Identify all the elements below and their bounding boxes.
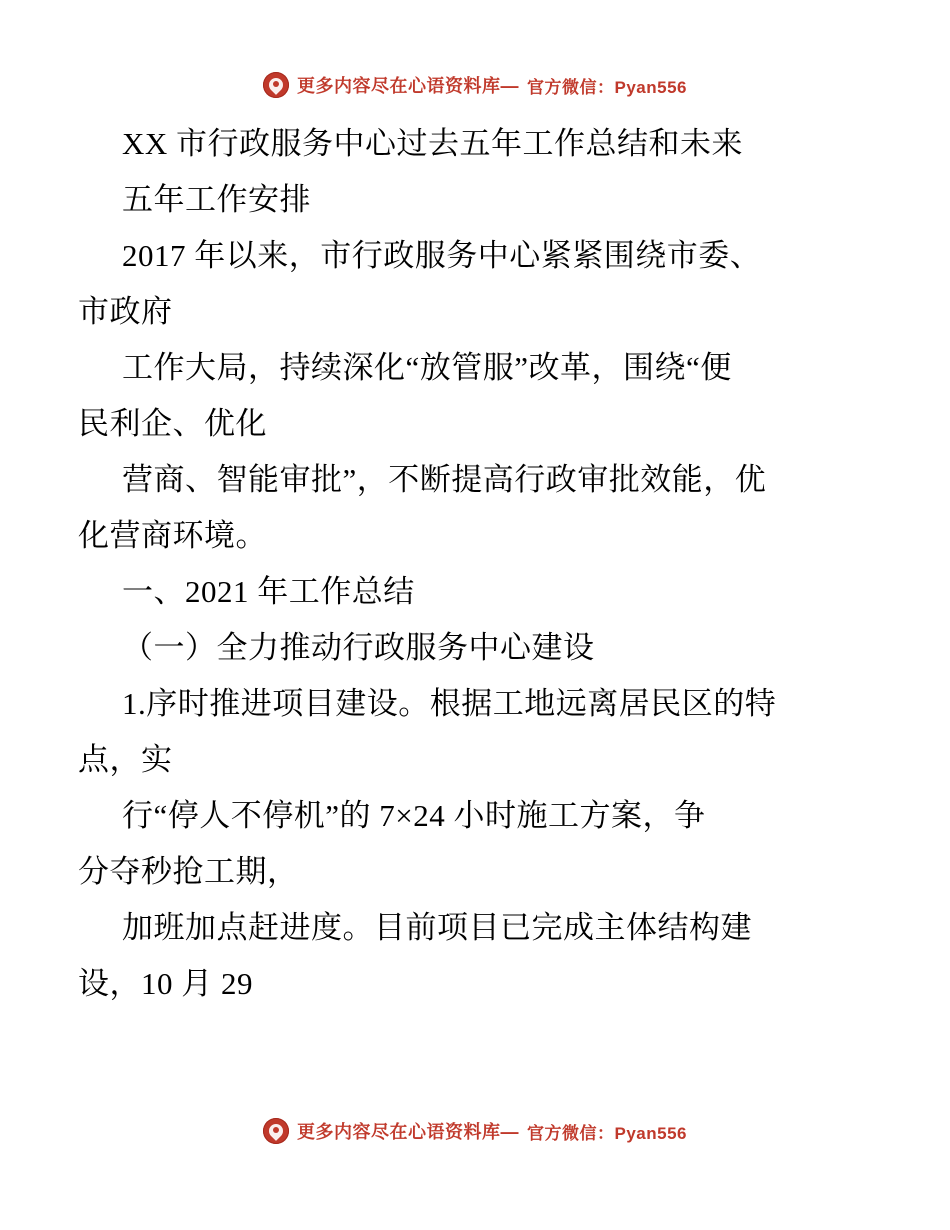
doc-line: 行“停人不停机”的 7×24 小时施工方案，争 (122, 798, 706, 833)
doc-line: 分夺秒抢工期， (78, 854, 299, 889)
seal-logo-icon (263, 1118, 289, 1144)
doc-line: XX 市行政服务中心过去五年工作总结和未来 (122, 126, 744, 161)
watermark-bottom-main-text: 更多内容尽在心语资料库— (297, 1122, 519, 1142)
watermark-bottom (0, 1118, 950, 1144)
watermark-top (0, 72, 950, 98)
doc-line: 五年工作安排 (122, 182, 311, 217)
doc-line: （一）全力推动行政服务中心建设 (122, 630, 595, 665)
doc-line: 市政府 (78, 294, 173, 329)
doc-line: 化营商环境。 (78, 518, 267, 553)
doc-line: 民利企、优化 (78, 406, 267, 441)
watermark-top-main-text: 更多内容尽在心语资料库— (297, 76, 519, 96)
watermark-top-sub-text: 官方微信：Pyan556 (527, 77, 687, 97)
doc-line: 工作大局，持续深化“放管服”改革，围绕“便 (122, 350, 732, 385)
doc-line: 1.序时推进项目建设。根据工地远离居民区的特 (122, 686, 777, 721)
doc-line: 加班加点赶进度。目前项目已完成主体结构建 (122, 910, 752, 945)
document-body (78, 116, 878, 1012)
doc-line: 2017 年以来，市行政服务中心紧紧围绕市委、 (122, 238, 762, 273)
doc-line: 一、2021 年工作总结 (122, 574, 415, 609)
doc-line: 设，10 月 29 (78, 966, 253, 1001)
seal-logo-icon (263, 72, 289, 98)
doc-line: 营商、智能审批”，不断提高行政审批效能，优 (122, 462, 767, 497)
watermark-bottom-sub-text: 官方微信：Pyan556 (527, 1123, 687, 1143)
doc-line: 点，实 (78, 742, 173, 777)
